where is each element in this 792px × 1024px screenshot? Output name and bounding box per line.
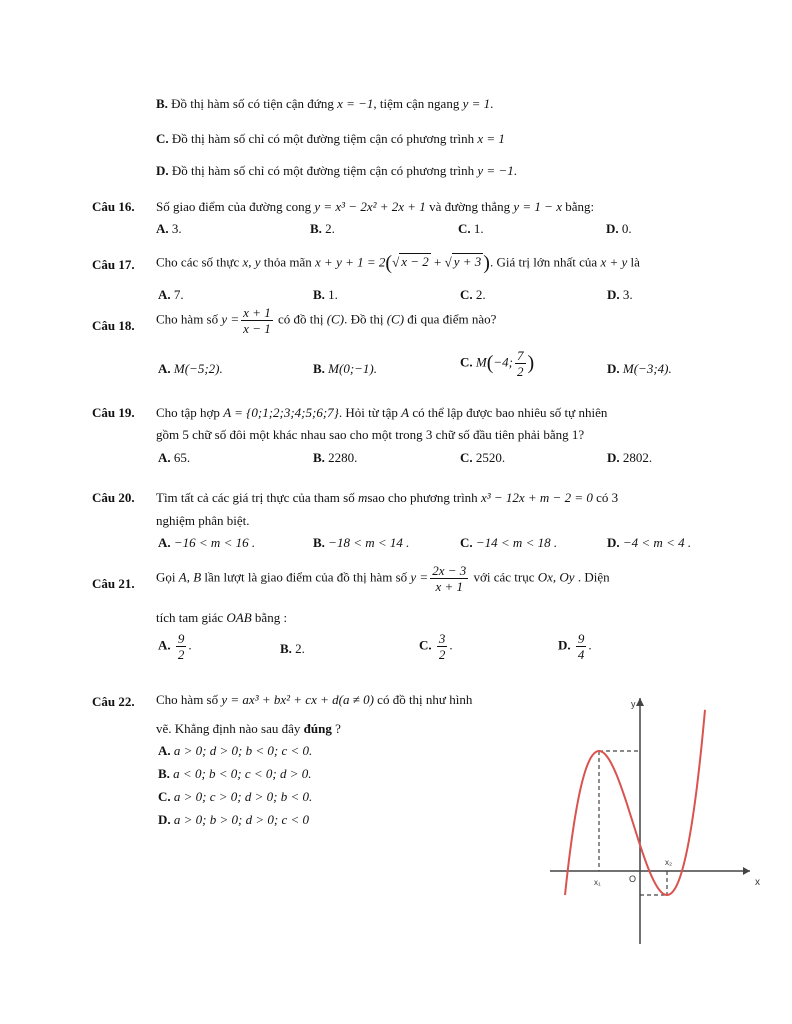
y-axis-label: y (631, 699, 636, 709)
q19-stem-line2: gồm 5 chữ số đôi một khác nhau sao cho một trong 3 chữ số đầu tiên phải bằng 1? (156, 427, 585, 442)
q16-option-a: A. 3. (156, 221, 182, 236)
q18-stem: Cho hàm số y = $\frac{x + 1}{x - 1}$ có đồ thị (C). Đồ thị (C) đi qua điểm nào? (156, 305, 497, 336)
q18-option-a: A. M(−5;2). (158, 361, 223, 376)
q18-option-b: B. M(0;−1). (313, 361, 378, 376)
q22-option-d: D. a > 0; b > 0; d > 0; c < 0 (158, 812, 309, 827)
q22-option-c: C. a > 0; c > 0; d > 0; b < 0. (158, 789, 313, 804)
q20-option-c: C. −14 < m < 18 . (460, 535, 558, 550)
q19-option-c: C. 2520. (460, 450, 506, 465)
q21-stem-line1: Gọi A, B lần lượt là giao điểm của đồ thị hàm số y = $\frac{2x - 3}{x + 1}$ với các trục Ox, Oy . Diện (156, 563, 610, 594)
q16-label: Câu 16. (92, 199, 135, 214)
q17-stem: Cho các số thực x, y thỏa mãn x + y + 1 = 2(√ x − 2 + √ y + 3 ). Giá trị lớn nhất của x + y là (156, 252, 640, 274)
q18-option-c: C. M(−4; $\frac{7}{2}$ ) (460, 348, 535, 379)
q22-stem-line2: vẽ. Khẳng định nào sau đây đúng ? (156, 721, 341, 736)
q18-label: Câu 18. (92, 318, 135, 333)
q21-option-d: D. $\frac{9}{4}$ . (558, 631, 592, 662)
q19-option-a: A. 65. (158, 450, 191, 465)
q20-option-d: D. −4 < m < 4 . (607, 535, 692, 550)
q17-option-d: D. 3. (607, 287, 633, 302)
q22-option-a: A. a > 0; d > 0; b < 0; c < 0. (158, 743, 313, 758)
q20-stem-line1: Tìm tất cả các giá trị thực của tham số msao cho phương trình x³ − 12x + m − 2 = 0 có 3 (156, 490, 619, 505)
q22-stem-line1: Cho hàm số y = ax³ + bx² + cx + d(a ≠ 0) có đồ thị như hình (156, 692, 473, 707)
q20-label: Câu 20. (92, 490, 135, 505)
cubic-function-graph (545, 676, 785, 948)
x-axis-label: x (755, 877, 760, 888)
q20-stem-line2: nghiệm phân biệt. (156, 513, 250, 528)
cubic-curve (565, 710, 705, 895)
prev-option-b: B. Đồ thị hàm số có tiện cận đứng x = −1, tiệm cận ngang y = 1. (156, 96, 494, 111)
y-axis-arrow (636, 698, 644, 706)
q21-label: Câu 21. (92, 576, 135, 591)
q21-option-b: B. 2. (280, 641, 305, 656)
q16-option-c: C. 1. (458, 221, 484, 236)
q17-option-a: A. 7. (158, 287, 184, 302)
prev-option-d: D. Đồ thị hàm số chỉ có một đường tiệm cận có phương trình y = −1. (156, 163, 517, 178)
q20-option-a: A. −16 < m < 16 . (158, 535, 256, 550)
q19-label: Câu 19. (92, 405, 135, 420)
q17-label: Câu 17. (92, 257, 135, 272)
x1-label: x₁ (594, 878, 601, 887)
q22-label: Câu 22. (92, 694, 135, 709)
q17-option-c: C. 2. (460, 287, 486, 302)
q16-option-d: D. 0. (606, 221, 632, 236)
q21-stem-line2: tích tam giác OAB bằng : (156, 610, 288, 625)
q19-option-d: D. 2802. (607, 450, 653, 465)
x2-label: x₂ (665, 858, 673, 867)
q19-stem-line1: Cho tập hợp A = {0;1;2;3;4;5;6;7}. Hỏi từ tập A có thể lập được bao nhiêu số tự nhiên (156, 405, 608, 420)
x-axis-arrow (743, 867, 750, 875)
q16-stem: Số giao điểm của đường cong y = x³ − 2x² + 2x + 1 và đường thẳng y = 1 − x bằng: (156, 199, 595, 214)
q16-option-b: B. 2. (310, 221, 335, 236)
q20-option-b: B. −18 < m < 14 . (313, 535, 410, 550)
q21-option-a: A. $\frac{9}{2}$ . (158, 631, 192, 662)
q21-option-c: C. $\frac{3}{2}$ . (419, 631, 453, 662)
prev-option-c: C. Đồ thị hàm số chỉ có một đường tiệm cận có phương trình x = 1 (156, 131, 505, 146)
q17-option-b: B. 1. (313, 287, 338, 302)
q19-option-b: B. 2280. (313, 450, 358, 465)
q18-option-d: D. M(−3;4). (607, 361, 672, 376)
origin-label: O (629, 874, 637, 884)
q22-option-b: B. a < 0; b < 0; c < 0; d > 0. (158, 766, 312, 781)
